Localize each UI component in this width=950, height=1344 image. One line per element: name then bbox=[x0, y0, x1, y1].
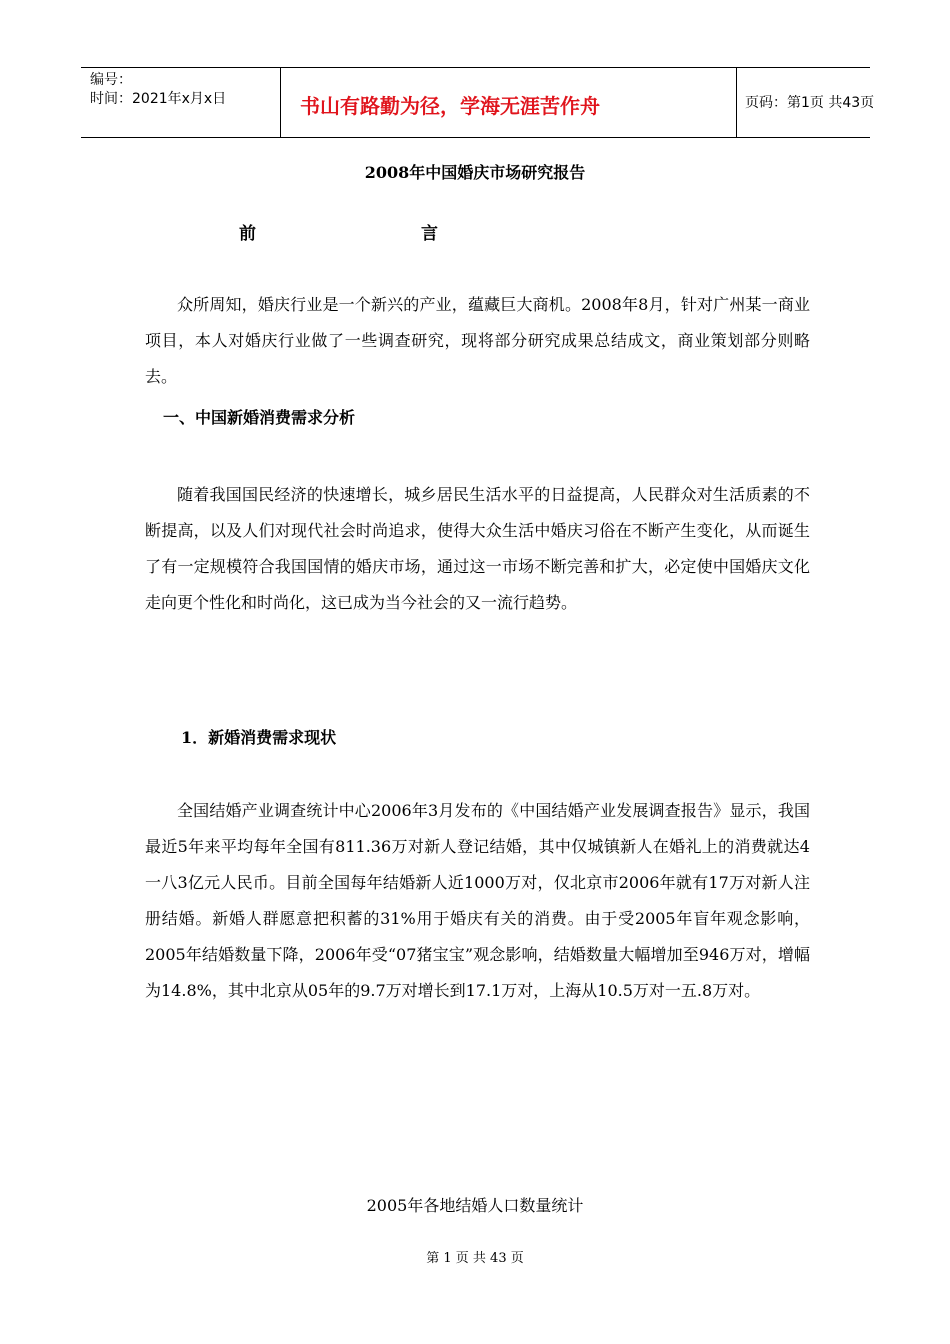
subsection-1-paragraph: 全国结婚产业调查统计中心2006年3月发布的《中国结婚产业发展调查报告》显示，我国最近5年来平均每年全国有811.36万对新人登记结婚，其中仅城镇新人在婚礼上的消费就达4一八3亿元人民币。目前全国每年结婚新人近1000万对，仅北京市2006年就有17万对新人注册结婚。新婚人群愿意把积蓄的31%用于婚庆有关的消费。由于受2005年盲年观念影响，2005年结婚数量下降，2006年受“07猪宝宝”观念影响，结婚数量大幅增加至946万对，增幅为14.8%，其中北京从05年的9.7万对增长到17.1万对，上海从10.5万对一五.8万对。 bbox=[145, 801, 810, 1000]
header-page-cell bbox=[737, 68, 875, 137]
header-table bbox=[81, 67, 875, 138]
section-heading-1: 一、中国新婚消费需求分析 bbox=[163, 408, 356, 427]
motto-text: 书山有路勤为径，学海无涯苦作舟 bbox=[300, 94, 600, 118]
page-info: 页码：第1页 共43页 bbox=[745, 95, 875, 111]
document-title: 2008年中国婚庆市场研究报告 bbox=[364, 163, 586, 182]
preface-heading-right: 言 bbox=[421, 224, 438, 244]
number-label: 编号： bbox=[90, 72, 132, 88]
table-caption: 2005年各地结婚人口数量统计 bbox=[366, 1196, 584, 1215]
time-label: 时间：2021年x月x日 bbox=[90, 91, 227, 107]
section-1-paragraph: 随着我国国民经济的快速增长，城乡居民生活水平的日益提高，人民群众对生活质素的不断提高，以及人们对现代社会时尚追求，使得大众生活中婚庆习俗在不断产生变化，从而诞生了有一定规模符合我国国情的婚庆市场，通过这一市场不断完善和扩大，必定使中国婚庆文化走向更个性化和时尚化，这已成为当今社会的又一流行趋势。 bbox=[145, 485, 810, 612]
preface-heading-left: 前 bbox=[239, 224, 256, 244]
intro-paragraph: 众所周知，婚庆行业是一个新兴的产业，蕴藏巨大商机。2008年8月，针对广州某一商业项目，本人对婚庆行业做了一些调查研究，现将部分研究成果总结成文，商业策划部分则略去。 bbox=[145, 295, 810, 386]
header-info-cell bbox=[81, 68, 280, 137]
header-motto-cell bbox=[280, 68, 737, 137]
subsection-heading-1: 1．新婚消费需求现状 bbox=[181, 728, 337, 747]
page-footer: 第 1 页 共 43 页 bbox=[426, 1251, 524, 1266]
